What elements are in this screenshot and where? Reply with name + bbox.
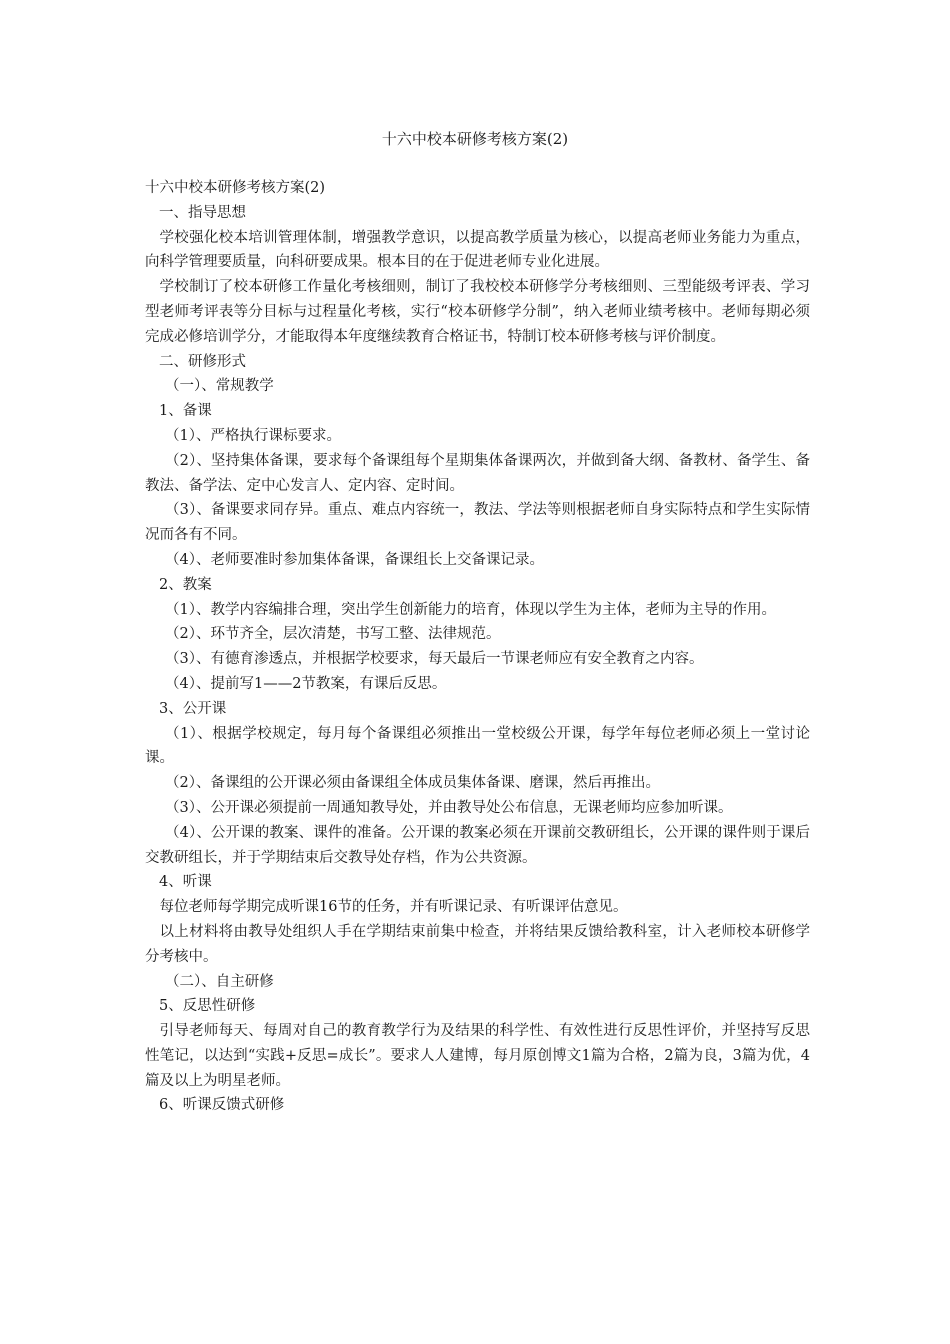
paragraph: （1）、根据学校规定，每月每个备课组必须推出一堂校级公开课，每学年每位老师必须上一堂讨论课。 — [145, 725, 810, 767]
paragraph: 以上材料将由教导处组织人手在学期结束前集中检查，并将结果反馈给教科室，计入老师校本研修学分考核中。 — [145, 923, 810, 965]
paragraph: 6、听课反馈式研修 — [159, 1097, 285, 1114]
paragraph: （2）、环节齐全，层次清楚，书写工整、法律规范。 — [165, 626, 501, 643]
document-title: 十六中校本研修考核方案(2) — [381, 130, 569, 148]
paragraph: （4）、提前写1——2节教案，有课后反思。 — [165, 675, 447, 692]
paragraph: 一、指导思想 — [159, 204, 246, 221]
paragraph: （3）、有德育渗透点，并根据学校要求，每天最后一节课老师应有安全教育之内容。 — [165, 651, 704, 668]
paragraph: （2）、坚持集体备课，要求每个备课组每个星期集体备课两次，并做到备大纲、备教材、备学生、备教法、备学法、定中心发言人、定内容、定时间。 — [145, 452, 810, 494]
paragraph: 每位老师每学期完成听课16节的任务，并有听课记录、有听课评估意见。 — [159, 899, 628, 916]
paragraph: （二）、自主研修 — [165, 973, 274, 990]
paragraph: 引导老师每天、每周对自己的教育教学行为及结果的科学性、有效性进行反思性评价，并坚持写反思性笔记，以达到“实践+反思=成长”。要求人人建博，每月原创博文1篇为合格，2篇为良，3篇为优，4篇及以上为明星老师。 — [145, 1023, 810, 1089]
paragraph: （2）、备课组的公开课必须由备课组全体成员集体备课、磨课，然后再推出。 — [165, 775, 660, 792]
paragraph: 二、研修形式 — [159, 353, 246, 370]
paragraph: （3）、备课要求同存异。重点、难点内容统一，教法、学法等则根据老师自身实际特点和学生实际情况而各有不同。 — [145, 502, 810, 544]
paragraph: （4）、公开课的教案、课件的准备。公开课的教案必须在开课前交教研组长，公开课的课件则于课后交教研组长，并于学期结束后交教导处存档，作为公共资源。 — [145, 824, 810, 866]
paragraph: （1）、严格执行课标要求。 — [165, 427, 341, 444]
paragraph: 4、听课 — [159, 874, 212, 891]
paragraph: 5、反思性研修 — [159, 998, 256, 1015]
paragraph: （4）、老师要准时参加集体备课，备课组长上交备课记录。 — [165, 551, 544, 568]
paragraph: （一）、常规教学 — [165, 378, 274, 395]
document-body — [145, 176, 810, 1118]
paragraph: 3、公开课 — [159, 700, 227, 717]
paragraph: 1、备课 — [159, 403, 212, 420]
paragraph: 十六中校本研修考核方案(2) — [145, 180, 326, 196]
paragraph: （1）、教学内容编排合理，突出学生创新能力的培育，体现以学生为主体，老师为主导的作用。 — [165, 601, 776, 618]
paragraph: 学校制订了校本研修工作量化考核细则，制订了我校校本研修学分考核细则、三型能级考评表、学习型老师考评表等分目标与过程量化考核，实行“校本研修学分制”，纳入老师业绩考核中。老师每期必须完成必修培训学分，才能取得本年度继续教育合格证书，特制订校本研修考核与评价制度。 — [145, 279, 810, 345]
paragraph: 2、教案 — [159, 576, 212, 593]
paragraph: （3）、公开课必须提前一周通知教导处，并由教导处公布信息，无课老师均应参加听课。 — [165, 799, 733, 816]
paragraph: 学校强化校本培训管理体制，增强教学意识，以提高教学质量为核心，以提高老师业务能力为重点，向科学管理要质量，向科研要成果。根本目的在于促进老师专业化进展。 — [145, 229, 810, 271]
